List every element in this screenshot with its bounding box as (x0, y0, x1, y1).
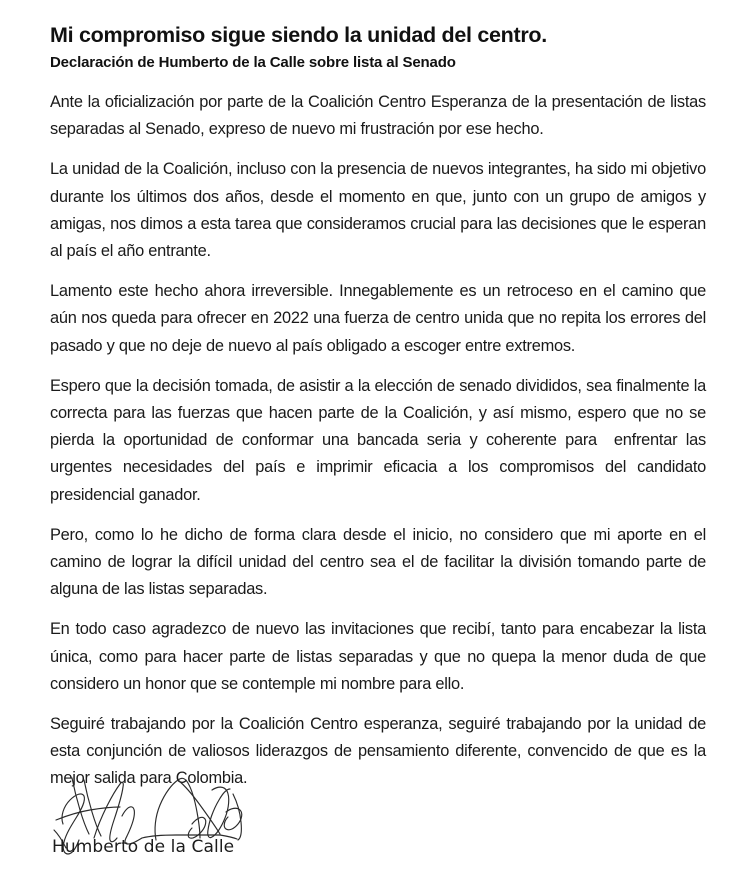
paragraph: Ante la oficialización por parte de la Coalición Centro Esperanza de la presentación de listas separadas al Senado, expreso de nuevo mi frustración por ese hecho. (50, 92, 711, 139)
paragraph: Seguiré trabajando por la Coalición Centro esperanza, seguiré trabajando por la unidad de esta conjunción de valiosos liderazgos de pensamiento diferente, convencido de que es la mejor salida para Colombia. (50, 715, 711, 788)
paragraph: En todo caso agradezco de nuevo las invitaciones que recibí, tanto para encabezar la lista única, como para hacer parte de listas separadas y que no quepa la menor duda de que considero un honor que se contemple mi nombre para ello. (50, 620, 711, 693)
signature-name: Humberto de la Calle (52, 837, 235, 857)
document-body (50, 22, 711, 793)
page-subtitle: Declaración de Humberto de la Calle sobre lista al Senado (50, 54, 456, 72)
signature-block (50, 772, 380, 872)
paragraph: La unidad de la Coalición, incluso con la presencia de nuevos integrantes, ha sido mi objetivo durante los últimos dos años, desde el momento en que, junto con un grupo de amigos y amigas, nos dimos a esta tarea que consideramos crucial para las decisiones que le esperan al país el año entrante. (50, 160, 711, 260)
paragraph: Pero, como lo he dicho de forma clara desde el inicio, no considero que mi aporte en el camino de lograr la difícil unidad del centro sea el de facilitar la división tomando parte de alguna de las listas separadas. (50, 525, 711, 599)
paragraph: Lamento este hecho ahora irreversible. Innegablemente es un retroceso en el camino que aún nos queda para ofrecer en 2022 una fuerza de centro unida que no repita los errores del pasado y que no deje de nuevo al país obligado a escoger entre extremos. (50, 282, 711, 355)
paragraph: Espero que la decisión tomada, de asistir a la elección de senado divididos, sea finalmente la correcta para las fuerzas que hacen parte de la Coalición, y así mismo, espero que no se pierda la oportunidad de conformar una bancada seria y coherente para enfrentar las urgentes necesidades del país e imprimir eficacia a los compromisos del candidato presidencial ganador. (50, 376, 711, 504)
page-title: Mi compromiso sigue siendo la unidad del centro. (50, 23, 547, 47)
